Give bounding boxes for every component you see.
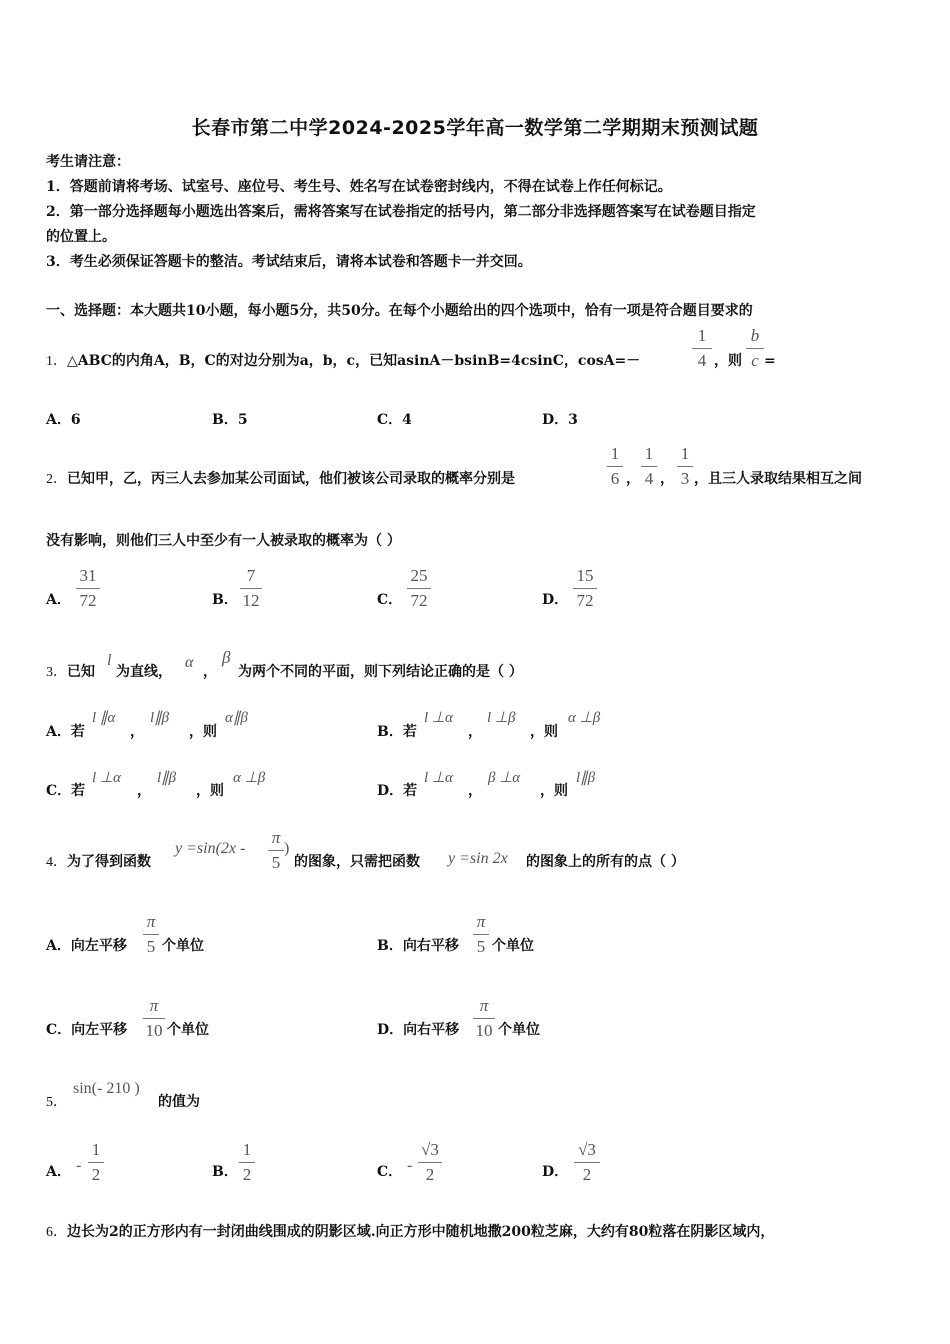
option-text: 若: [70, 724, 85, 740]
option-text: 若: [71, 783, 86, 799]
fraction-numerator: 1: [680, 444, 690, 463]
fraction-one-quarter: [692, 326, 712, 371]
question-1: [46, 352, 640, 371]
fraction-sqrt3-over-2: [418, 1140, 442, 1185]
function-target: y =sin(2x -: [175, 840, 246, 857]
option-c[interactable]: C．向左平移: [46, 1022, 128, 1038]
fraction-pi-over-5: [143, 912, 159, 957]
option-d[interactable]: D．: [542, 592, 569, 608]
math-expr: α ⊥β: [568, 710, 601, 726]
function-source: y =sin 2x: [448, 850, 508, 867]
question-text: =: [764, 353, 776, 369]
notice-item-2: 2．第一部分选择题每小题选出答案后，需将答案写在试卷指定的括号内，第二部分非选择题答案写在试卷题目指定: [46, 204, 756, 220]
math-expr: l ⊥α: [424, 770, 453, 786]
question-text: 已知甲，乙，丙三人去参加某公司面试，他们被该公司录取的概率分别是: [67, 471, 515, 487]
option-c-fraction: [407, 566, 431, 611]
option-text: 个单位: [492, 938, 534, 954]
question-3: [46, 663, 95, 682]
fraction-numerator: 1: [644, 444, 654, 463]
fraction-pi-over-5: [473, 912, 489, 957]
fraction-denominator: c: [751, 351, 759, 370]
option-a[interactable]: A．: [46, 1164, 71, 1180]
fraction-numerator: 1: [91, 1140, 101, 1159]
question-text: 为了得到函数: [67, 854, 151, 870]
question-6: [46, 1223, 774, 1242]
fraction-numerator: 25: [410, 566, 428, 585]
fraction-numerator: 15: [576, 566, 594, 585]
option-b-fraction: [240, 566, 262, 611]
question-text: 的值为: [158, 1094, 200, 1110]
fraction-numerator: π: [149, 996, 159, 1015]
question-text: 没有影响，则他们三人中至少有一人被录取的概率为（ ）: [46, 533, 401, 549]
negative-sign: -: [76, 1157, 82, 1174]
option-a[interactable]: A．6: [46, 412, 81, 428]
fraction-denominator: 2: [242, 1165, 252, 1184]
math-l: l: [107, 652, 112, 669]
option-c[interactable]: [46, 782, 85, 800]
fraction-numerator: π: [146, 912, 156, 931]
fraction-denominator: 2: [425, 1165, 435, 1184]
math-expr: l ⊥β: [487, 710, 516, 726]
separator: ，: [660, 471, 674, 487]
fraction-numerator: √3: [578, 1140, 596, 1159]
question-number: 1．: [46, 354, 67, 369]
option-text: 个单位: [162, 938, 204, 954]
fraction-denominator: 4: [644, 469, 654, 488]
question-text: ，且三人录取结果相互之间: [694, 471, 862, 487]
option-text: ，则: [540, 783, 568, 799]
fraction-numerator: π: [476, 912, 486, 931]
fraction-one-third: [677, 444, 693, 489]
option-a[interactable]: [46, 723, 85, 741]
math-expr: α ⊥β: [233, 770, 266, 786]
option-text: 个单位: [498, 1022, 540, 1038]
option-label: C．: [46, 783, 72, 799]
math-expr: l ⊥α: [424, 710, 453, 726]
fraction-numerator: π: [479, 996, 489, 1015]
math-expr: l∥β: [150, 710, 170, 726]
option-b[interactable]: B．向右平移: [377, 938, 459, 954]
fraction-denominator: 72: [576, 591, 594, 610]
section-heading: 一、选择题：本大题共10小题，每小题5分，共50分。在每个小题给出的四个选项中，恰有一项是符合题目要求的: [46, 303, 753, 319]
fraction-denominator: 72: [410, 591, 428, 610]
fraction-denominator: 3: [680, 469, 690, 488]
fraction-one-half: [239, 1140, 255, 1185]
separator: ，: [130, 724, 144, 740]
fraction-denominator: 5: [146, 937, 156, 956]
page-title: 长春市第二中学2024-2025学年高一数学第二学期期末预测试题: [191, 117, 759, 139]
fraction-denominator: 5: [476, 937, 486, 956]
fraction-denominator: 6: [610, 469, 620, 488]
question-2: [46, 470, 515, 489]
option-a-fraction: [76, 566, 100, 611]
fraction-denominator: 2: [582, 1165, 592, 1184]
question-number: 4．: [46, 855, 67, 870]
option-text: ，则: [530, 724, 558, 740]
option-a[interactable]: A．向左平移: [46, 938, 127, 954]
option-d-fraction: [573, 566, 597, 611]
math-expr: l ⊥α: [92, 770, 121, 786]
fraction-denominator: 5: [271, 853, 281, 872]
option-label: A．: [46, 724, 71, 740]
option-text: ，则: [196, 783, 224, 799]
fraction-numerator: √3: [421, 1140, 439, 1159]
option-d[interactable]: D．: [542, 1164, 569, 1180]
notice-heading: 考生请注意：: [46, 154, 130, 170]
option-c[interactable]: C．: [377, 592, 403, 608]
question-number: 3．: [46, 665, 67, 680]
fraction-sqrt3-over-2: [574, 1140, 600, 1185]
fraction-denominator: 10: [145, 1021, 163, 1040]
fraction-numerator: 1: [242, 1140, 252, 1159]
separator: ，: [626, 471, 640, 487]
option-b[interactable]: B．5: [212, 412, 248, 428]
question-text: 已知: [67, 664, 95, 680]
question-text: 为两个不同的平面，则下列结论正确的是（ ）: [238, 664, 523, 680]
fraction-pi-over-10: [473, 996, 495, 1041]
notice-item-2-cont: 的位置上。: [46, 229, 116, 245]
math-expr: l∥β: [576, 770, 596, 786]
separator: ，: [203, 664, 217, 680]
option-a[interactable]: A．: [46, 592, 71, 608]
fraction-pi-over-5: [268, 828, 284, 873]
option-d[interactable]: [377, 782, 417, 800]
question-4: [46, 853, 151, 872]
fraction-denominator: 12: [242, 591, 260, 610]
math-alpha: α: [185, 654, 194, 671]
fraction-pi-over-10: [143, 996, 165, 1041]
math-expr: l∥β: [157, 770, 177, 786]
question-text: ，则: [714, 353, 742, 369]
question-text: 边长为2的正方形内有一封闭曲线围成的阴影区域.向正方形中随机地撒200粒芝麻，大约有80粒落在阴影区域内，: [67, 1224, 775, 1240]
option-text: 若: [402, 724, 417, 740]
fraction-b-over-c: [746, 326, 764, 371]
fraction-numerator: b: [750, 326, 760, 345]
separator: ，: [468, 724, 482, 740]
math-expr: l ∥α: [92, 710, 116, 726]
question-number: 2．: [46, 472, 67, 487]
option-text: 个单位: [167, 1022, 209, 1038]
question-text: △ABC的内角A，B，C的对边分别为a，b，c，已知asinA－bsinB=4csinC，cosA=－: [67, 353, 641, 369]
option-b[interactable]: B．: [212, 592, 238, 608]
separator: ，: [137, 783, 151, 799]
option-d[interactable]: D．3: [542, 412, 578, 428]
option-b[interactable]: B．: [212, 1164, 238, 1180]
fraction-one-sixth: [607, 444, 623, 489]
fraction-denominator: 72: [79, 591, 97, 610]
fraction-numerator: 7: [246, 566, 256, 585]
fraction-one-half: [88, 1140, 104, 1185]
fraction-one-quarter: [641, 444, 657, 489]
option-d[interactable]: D．向右平移: [377, 1022, 460, 1038]
fraction-numerator: 1: [610, 444, 620, 463]
option-text: 若: [403, 783, 418, 799]
separator: ，: [468, 783, 482, 799]
option-c[interactable]: C．4: [377, 412, 412, 428]
fraction-denominator: 10: [475, 1021, 493, 1040]
negative-sign: -: [407, 1157, 413, 1174]
fraction-denominator: 2: [91, 1165, 101, 1184]
question-number: 6．: [46, 1225, 67, 1240]
option-b[interactable]: [377, 723, 417, 741]
math-beta: β: [222, 648, 231, 667]
fraction-numerator: 1: [697, 326, 707, 345]
notice-item-1: 1．答题前请将考场、试室号、座位号、考生号、姓名写在试卷密封线内，不得在试卷上作任何标记。: [46, 179, 672, 195]
fraction-numerator: π: [271, 828, 281, 847]
notice-item-3: 3．考生必须保证答题卡的整洁。考试结束后，请将本试卷和答题卡一并交回。: [46, 254, 532, 270]
question-5: [46, 1093, 67, 1112]
fraction-denominator: 4: [697, 351, 707, 370]
question-text: 的图象上的所有的点（ ）: [526, 854, 685, 870]
question-number: 5．: [46, 1095, 67, 1110]
math-expr: sin(- 210 ): [73, 1080, 140, 1097]
math-expr: α∥β: [225, 710, 248, 726]
math-expr: β ⊥α: [488, 770, 521, 786]
option-label: B．: [377, 724, 403, 740]
option-text: ，则: [189, 724, 217, 740]
option-label: D．: [377, 783, 404, 799]
fraction-numerator: 31: [79, 566, 97, 585]
question-text: 为直线，: [116, 664, 172, 680]
function-paren: ): [284, 840, 290, 857]
option-c[interactable]: C．: [377, 1164, 403, 1180]
question-text: 的图象，只需把函数: [294, 854, 420, 870]
